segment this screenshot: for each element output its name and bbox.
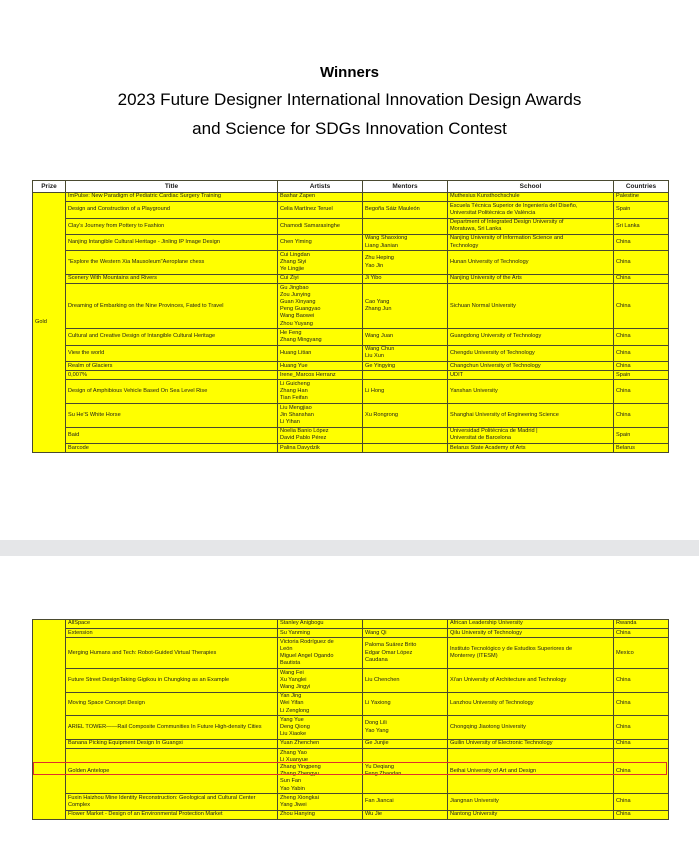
- school-cell: [448, 692, 614, 716]
- mentors-cell: [363, 794, 448, 810]
- cell-line: Begoña Sáiz Mauleón: [365, 206, 420, 213]
- title-cell: Moving Space Concept Design: [66, 692, 278, 716]
- document-title-line-2: and Science for SDGs Innovation Contest: [192, 119, 507, 138]
- cell-line: Chen Yiming: [280, 239, 312, 246]
- table-row: [33, 427, 669, 443]
- title-cell: ImPulse: New Paradigm of Pediatric Cardiac Surgery Training: [66, 193, 278, 202]
- mentors-cell: [363, 669, 448, 693]
- cell-line: Xu Yanglei: [280, 676, 307, 683]
- cell-line: Noelia Banio López: [280, 428, 329, 435]
- cell-line: Huang Litian: [280, 349, 312, 356]
- mentors-cell: [363, 329, 448, 345]
- cell-line: Wang Baowei: [280, 313, 315, 320]
- school-cell: [448, 638, 614, 669]
- country-cell: China: [614, 716, 669, 740]
- table-row: [33, 329, 669, 345]
- header-prize: Prize: [33, 181, 66, 193]
- cell-line: Guilin University of Electronic Technology: [450, 740, 553, 747]
- school-cell: [448, 444, 614, 453]
- cell-line: Wang Jingyi: [280, 684, 311, 691]
- cell-line: Liu Xiaoke: [280, 731, 307, 738]
- cell-line: Zhang Siyi: [280, 259, 307, 266]
- mentors-cell: [363, 404, 448, 428]
- cell-line: Escuela Técnica Superior de Ingeniería del Diseño,: [450, 202, 578, 209]
- school-cell: [448, 380, 614, 404]
- cell-line: Gu Jingbao: [280, 284, 309, 291]
- cell-line: Instituto Tecnológico y de Estudios Superiores de: [450, 646, 573, 653]
- school-cell: [448, 629, 614, 638]
- cell-line: Celia Martínez Teruel: [280, 206, 333, 213]
- cell-line: Cao Yang: [365, 299, 390, 306]
- cell-line: Chamodi Samarasinghe: [280, 222, 341, 229]
- winners-table-page-1: [32, 180, 669, 453]
- table-row: [33, 202, 669, 218]
- page-gap: [0, 540, 699, 556]
- cell-line: Nantong University: [450, 811, 498, 818]
- prize-cell: [33, 620, 66, 820]
- cell-line: Li Guicheng: [280, 380, 310, 387]
- cell-line: Bautista: [280, 660, 301, 667]
- cell-line: Hunan University of Technology: [450, 259, 529, 266]
- table-row: [33, 810, 669, 819]
- cell-line: Zhang Han: [280, 388, 308, 395]
- artists-cell: [278, 749, 363, 794]
- mentors-cell: [363, 629, 448, 638]
- table-row: [33, 345, 669, 361]
- cell-line: Chongqing Jiaotong University: [450, 724, 526, 731]
- table-header-row: [33, 181, 669, 193]
- winners-heading: Winners: [319, 64, 380, 81]
- table-row: [33, 193, 669, 202]
- title-cell: Clay's Journey from Pottery to Fashion: [66, 218, 278, 234]
- table-row: [33, 444, 669, 453]
- title-cell: Golden Antelope: [66, 749, 278, 794]
- cell-line: Yao Jin: [365, 262, 384, 269]
- cell-line: Li Hong: [365, 388, 385, 395]
- country-cell: China: [614, 749, 669, 794]
- country-cell: Palestine: [614, 193, 669, 202]
- country-cell: China: [614, 692, 669, 716]
- cell-line: Universitat de Barcelona: [450, 435, 511, 442]
- school-cell: [448, 810, 614, 819]
- country-cell: Rwanda: [614, 620, 669, 629]
- cell-line: Miguel Angel Ogando: [280, 653, 334, 660]
- cell-line: Huang Yue: [280, 362, 308, 369]
- cell-line: Yang Yue: [280, 716, 304, 723]
- country-cell: China: [614, 629, 669, 638]
- title-cell: 0,007%: [66, 371, 278, 380]
- title-cell: Realm of Glaciers: [66, 362, 278, 371]
- cell-line: Wang Shaoxiong: [365, 235, 408, 242]
- artists-cell: [278, 345, 363, 361]
- cell-line: Zhou Hanying: [280, 811, 315, 818]
- artists-cell: [278, 202, 363, 218]
- header-mentors: Mentors: [363, 181, 448, 193]
- artists-cell: [278, 638, 363, 669]
- artists-cell: [278, 362, 363, 371]
- country-cell: Spain: [614, 427, 669, 443]
- cell-line: Yao Yabin: [280, 785, 305, 792]
- cell-line: Nanjing University of Information Science and: [450, 235, 564, 242]
- cell-line: Zou Junying: [280, 291, 311, 298]
- cell-line: Li Yihan: [280, 418, 300, 425]
- table-row: [33, 380, 669, 404]
- cell-line: Zhang Zhengyu: [280, 771, 320, 778]
- table-row: [33, 669, 669, 693]
- country-cell: Sri Lanka: [614, 218, 669, 234]
- cell-line: Yan Jing: [280, 693, 302, 700]
- artists-cell: [278, 620, 363, 629]
- cell-line: Liu Mengjiao: [280, 404, 312, 411]
- table-row: [33, 629, 669, 638]
- title-cell: Fuxin Haizhou Mine Identity Reconstruction: Geological and Cultural Center Complex: [66, 794, 278, 810]
- school-cell: [448, 371, 614, 380]
- table-row: [33, 404, 669, 428]
- country-cell: China: [614, 739, 669, 748]
- cell-line: Yu Deqiang: [365, 764, 394, 771]
- cell-line: Cui Ziyi: [280, 275, 299, 282]
- mentors-cell: [363, 810, 448, 819]
- cell-line: Dong Lili: [365, 720, 387, 727]
- mentors-cell: [363, 444, 448, 453]
- cell-line: Changchun University of Technology: [450, 362, 541, 369]
- cell-line: David Pablo Pérez: [280, 435, 327, 442]
- table-row: [33, 218, 669, 234]
- cell-line: Liang Jianian: [365, 242, 398, 249]
- cell-line: Moratuwa, Sri Lanka: [450, 226, 502, 233]
- school-cell: [448, 345, 614, 361]
- table-row: [33, 234, 669, 250]
- mentors-cell: [363, 202, 448, 218]
- cell-line: Universitat Politècnica de València: [450, 209, 536, 216]
- school-cell: [448, 202, 614, 218]
- country-cell: Belarus: [614, 444, 669, 453]
- artists-cell: [278, 234, 363, 250]
- title-cell: Banana Picking Equipment Design In Guangxi: [66, 739, 278, 748]
- country-cell: China: [614, 810, 669, 819]
- country-cell: China: [614, 345, 669, 361]
- school-cell: [448, 274, 614, 283]
- cell-line: Ge Junjie: [365, 740, 389, 747]
- country-cell: China: [614, 234, 669, 250]
- cell-line: Wei Yifan: [280, 700, 304, 707]
- cell-line: Palina Davydzik: [280, 444, 320, 451]
- table-row: [33, 638, 669, 669]
- country-cell: China: [614, 251, 669, 275]
- table-row: [33, 371, 669, 380]
- cell-line: Chengdu University of Technology: [450, 349, 535, 356]
- cell-line: Zhu Heping: [365, 255, 394, 262]
- cell-line: Peng Guangyao: [280, 306, 321, 313]
- cell-line: Yanshan University: [450, 388, 498, 395]
- cell-line: Zhang Yao: [280, 749, 307, 756]
- cell-line: Beihai University of Art and Design: [450, 767, 537, 774]
- table-row: [33, 794, 669, 810]
- artists-cell: [278, 380, 363, 404]
- cell-line: UDIT: [450, 371, 464, 378]
- cell-line: León: [280, 646, 293, 653]
- cell-line: Caudana: [365, 656, 388, 663]
- title-cell: AllSpace: [66, 620, 278, 629]
- mentors-cell: [363, 234, 448, 250]
- table-row: [33, 362, 669, 371]
- mentors-cell: [363, 739, 448, 748]
- cell-line: Technology: [450, 242, 479, 249]
- artists-cell: [278, 218, 363, 234]
- country-cell: Mexico: [614, 638, 669, 669]
- title-cell: Su He'S White Horse: [66, 404, 278, 428]
- cell-line: Ye Lingjie: [280, 266, 305, 273]
- mentors-cell: [363, 749, 448, 794]
- artists-cell: [278, 444, 363, 453]
- header-title: Title: [66, 181, 278, 193]
- school-cell: [448, 362, 614, 371]
- title-cell: Barcode: [66, 444, 278, 453]
- artists-cell: [278, 251, 363, 275]
- cell-line: Wu Jie: [365, 811, 382, 818]
- mentors-cell: [363, 251, 448, 275]
- artists-cell: [278, 669, 363, 693]
- country-cell: China: [614, 362, 669, 371]
- school-cell: [448, 404, 614, 428]
- cell-line: Zhang Mingyang: [280, 337, 322, 344]
- school-cell: [448, 749, 614, 794]
- header-countries: Countries: [614, 181, 669, 193]
- school-cell: [448, 427, 614, 443]
- table-row: [33, 274, 669, 283]
- cell-line: Zheng Xiongkai: [280, 794, 319, 801]
- cell-line: Guan Xinyang: [280, 299, 316, 306]
- title-cell: Merging Humans and Tech: Robot-Guided Virtual Therapies: [66, 638, 278, 669]
- cell-line: Ji Yibo: [365, 275, 382, 282]
- cell-line: Zhang Jun: [365, 306, 392, 313]
- mentors-cell: [363, 345, 448, 361]
- cell-line: Feng Zhaodan: [365, 771, 402, 778]
- header-artists: Artists: [278, 181, 363, 193]
- mentors-cell: [363, 362, 448, 371]
- cell-line: Wang Fei: [280, 669, 304, 676]
- school-cell: [448, 218, 614, 234]
- country-cell: China: [614, 669, 669, 693]
- mentors-cell: [363, 218, 448, 234]
- cell-line: Li Zenglong: [280, 707, 310, 714]
- school-cell: [448, 669, 614, 693]
- prize-cell: Gold: [33, 193, 66, 453]
- title-cell: View the world: [66, 345, 278, 361]
- cell-line: Tian Feifan: [280, 395, 308, 402]
- table-row: [33, 749, 669, 794]
- mentors-cell: [363, 427, 448, 443]
- school-cell: [448, 234, 614, 250]
- school-cell: [448, 329, 614, 345]
- title-cell: Scenery With Mountains and Rivers: [66, 274, 278, 283]
- artists-cell: [278, 427, 363, 443]
- artists-cell: [278, 274, 363, 283]
- title-cell: Cultural and Creative Design of Intangible Cultural Heritage: [66, 329, 278, 345]
- table-row: [33, 716, 669, 740]
- cell-line: Lanzhou University of Technology: [450, 700, 534, 707]
- cell-line: Sun Fan: [280, 778, 302, 785]
- mentors-cell: [363, 692, 448, 716]
- cell-line: African Leadership University: [450, 620, 523, 627]
- title-cell: Future Street DesignTaking Gigikou in Chungking as an Example: [66, 669, 278, 693]
- school-cell: [448, 716, 614, 740]
- cell-line: Muthesius Kunsthochschule: [450, 193, 520, 200]
- cell-line: Paloma Suárez Brito: [365, 642, 417, 649]
- title-cell: ARIEL TOWER——Rail Composite Communities In Future High-density Cities: [66, 716, 278, 740]
- school-cell: [448, 193, 614, 202]
- artists-cell: [278, 716, 363, 740]
- mentors-cell: [363, 380, 448, 404]
- winners-table-page-2: [32, 619, 669, 820]
- school-cell: [448, 251, 614, 275]
- country-cell: China: [614, 404, 669, 428]
- country-cell: China: [614, 380, 669, 404]
- title-cell: Extension: [66, 629, 278, 638]
- artists-cell: [278, 810, 363, 819]
- cell-line: Yuan Zhenchen: [280, 740, 320, 747]
- school-cell: [448, 794, 614, 810]
- artists-cell: [278, 739, 363, 748]
- mentors-cell: [363, 638, 448, 669]
- title-cell: Baid: [66, 427, 278, 443]
- mentors-cell: [363, 274, 448, 283]
- header-school: School: [448, 181, 614, 193]
- cell-line: Wang Qi: [365, 629, 387, 636]
- cell-line: Stanley Anigbogu: [280, 620, 324, 627]
- cell-line: Xu Rongrong: [365, 411, 398, 418]
- cell-line: Li Xuanyue: [280, 756, 308, 763]
- country-cell: China: [614, 284, 669, 329]
- cell-line: Edgar Omar López: [365, 649, 413, 656]
- cell-line: Universidad Politécnica de Madrid |: [450, 428, 538, 435]
- mentors-cell: [363, 193, 448, 202]
- cell-line: Liu Xun: [365, 353, 384, 360]
- cell-line: Yao Yang: [365, 727, 389, 734]
- artists-cell: [278, 193, 363, 202]
- table-row: [33, 284, 669, 329]
- country-cell: Spain: [614, 202, 669, 218]
- title-cell: "Explore the Western Xia Mausoleum"Aeroplane chess: [66, 251, 278, 275]
- title-cell: Nanjing Intangible Cultural Heritage - Jinling IP Image Design: [66, 234, 278, 250]
- cell-line: Su Yanming: [280, 629, 310, 636]
- cell-line: Department of Integrated Design University of: [450, 219, 564, 226]
- artists-cell: [278, 629, 363, 638]
- cell-line: Li Yaxiong: [365, 700, 391, 707]
- cell-line: Liu Chenchen: [365, 676, 400, 683]
- cell-line: Ge Yingying: [365, 362, 396, 369]
- cell-line: Xi'an University of Architecture and Technology: [450, 676, 567, 683]
- cell-line: Fan Jiancai: [365, 798, 394, 805]
- cell-line: Shanghai University of Engineering Science: [450, 411, 559, 418]
- country-cell: China: [614, 794, 669, 810]
- title-cell: Dreaming of Embarking on the Nine Provinces, Fated to Travel: [66, 284, 278, 329]
- country-cell: China: [614, 329, 669, 345]
- title-cell: Flower Market - Design of an Environmental Protection Market: [66, 810, 278, 819]
- artists-cell: [278, 692, 363, 716]
- document-title-line-1: 2023 Future Designer International Innovation Design Awards: [117, 90, 582, 109]
- cell-line: Victoria Rodríguez de: [280, 638, 334, 645]
- cell-line: Guangdong University of Technology: [450, 333, 542, 340]
- cell-line: Monterrey (ITESM): [450, 653, 498, 660]
- cell-line: Wang Chun: [365, 346, 395, 353]
- table-row: [33, 692, 669, 716]
- cell-line: Jiangnan University: [450, 798, 499, 805]
- table-row: [33, 620, 669, 629]
- artists-cell: [278, 404, 363, 428]
- cell-line: He Feng: [280, 329, 302, 336]
- artists-cell: [278, 371, 363, 380]
- cell-line: Bashar Zapen: [280, 193, 316, 200]
- mentors-cell: [363, 620, 448, 629]
- cell-line: Belarus State Academy of Arts: [450, 444, 526, 451]
- school-cell: [448, 739, 614, 748]
- artists-cell: [278, 284, 363, 329]
- title-cell: Design and Construction of a Playground: [66, 202, 278, 218]
- cell-line: Jin Shanshan: [280, 411, 314, 418]
- mentors-cell: [363, 284, 448, 329]
- cell-line: Qilu University of Technology: [450, 629, 523, 636]
- mentors-cell: [363, 716, 448, 740]
- cell-line: Zhang Yingpeng: [280, 764, 321, 771]
- artists-cell: [278, 329, 363, 345]
- cell-line: Deng Qiong: [280, 724, 310, 731]
- cell-line: Irene_Marcos Herranz: [280, 371, 336, 378]
- cell-line: Nanjing University of the Arts: [450, 275, 522, 282]
- table-row: [33, 251, 669, 275]
- cell-line: Cui Lingdan: [280, 251, 310, 258]
- school-cell: [448, 620, 614, 629]
- cell-line: Sichuan Normal University: [450, 302, 516, 309]
- cell-line: Yang Jiwei: [280, 802, 307, 809]
- school-cell: [448, 284, 614, 329]
- country-cell: Spain: [614, 371, 669, 380]
- cell-line: Wang Juan: [365, 333, 394, 340]
- artists-cell: [278, 794, 363, 810]
- table-row: [33, 739, 669, 748]
- country-cell: China: [614, 274, 669, 283]
- title-cell: Design of Amphibious Vehicle Based On Sea Level Rise: [66, 380, 278, 404]
- mentors-cell: [363, 371, 448, 380]
- cell-line: Zhou Yuyang: [280, 320, 313, 327]
